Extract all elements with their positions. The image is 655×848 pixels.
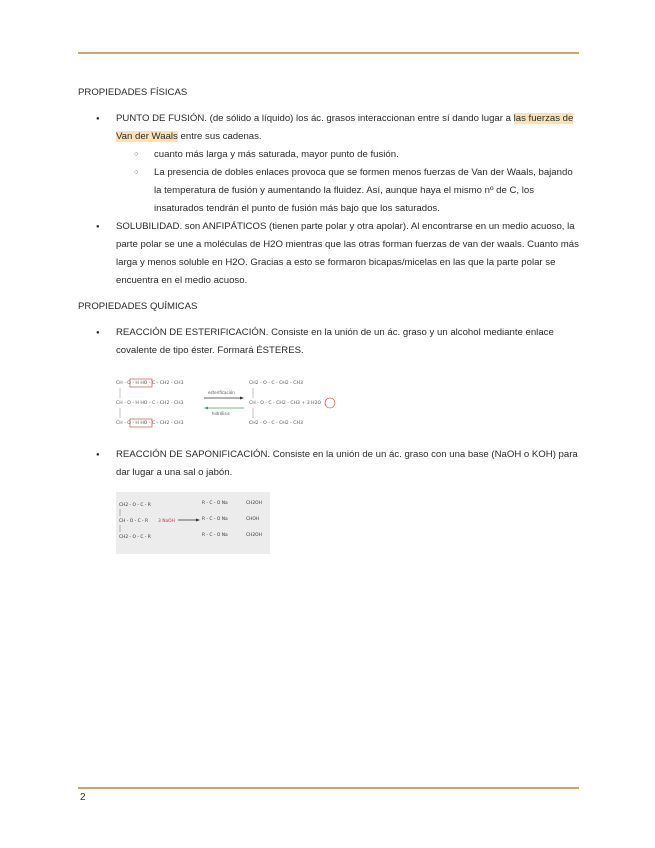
ester-arrow-top-label: esterificación: [208, 390, 235, 395]
page-number: 2: [80, 792, 86, 803]
glycerol-row-1: CH2OH: [246, 501, 262, 506]
esterification-text: REACCIÓN DE ESTERIFICACIÓN. Consiste en la unión de un ác. graso y un alcohol mediante enlace covalente de tipo éster. Formará ÉSTERES.: [116, 327, 554, 356]
page-content: [78, 84, 579, 560]
ester-left-row-2: CH - O - H HO - C - CH2 - CH3: [116, 401, 184, 406]
physical-properties-list: [78, 110, 579, 290]
list-item-esterification: [78, 324, 579, 432]
sapon-reagent: 3 NaOH: [158, 519, 175, 524]
ester-left-row-1: CH - O - H HO - C - CH2 - CH3: [116, 381, 184, 386]
header-rule: [78, 52, 579, 54]
sub-item-2: ○ La presencia de dobles enlaces provoca que se formen menos fuerzas de Van der Waals, bajando la temperatura de fusión y aumentando la fluidez. Así, aunque haya el mismo nº de C, los insaturados tendrán el punto de fusión más bajo que los saturados.: [116, 164, 579, 218]
sapon-left-row-1: CH2 - O - C - R: [119, 503, 151, 508]
forward-arrowhead: [240, 397, 244, 400]
heading-chemical-properties: PROPIEDADES QUÍMICAS: [78, 301, 198, 312]
ester-right-row-1: CH2 - O - C - CH2 - CH3: [249, 381, 303, 386]
footer-rule: [78, 787, 579, 789]
melting-text-before: PUNTO DE FUSIÓN. (de sólido a líquido) los ác. grasos interaccionan entre sí dando lugar a: [116, 113, 514, 124]
saponification-diagram: [116, 492, 270, 554]
saponification-text: REACCIÓN DE SAPONIFICACIÓN. Consiste en la unión de un ác. graso con una base (NaOH o KOH) para dar lugar a una sal o jabón.: [116, 449, 578, 478]
sub-item-1: ○ cuanto más larga y más saturada, mayor punto de fusión.: [116, 146, 579, 164]
glycerol-row-3: CH2OH: [246, 533, 262, 538]
sapon-right-row-2: R - C - O Na: [202, 517, 228, 522]
highlighted-text: las fuerzas de Van der Waals: [116, 113, 574, 142]
water-circle: [325, 398, 335, 408]
sapon-right-row-1: R - C - O Na: [202, 501, 228, 506]
reverse-arrowhead: [204, 407, 208, 410]
list-item-saponification: [78, 446, 579, 554]
chemical-properties-list: [78, 324, 579, 554]
list-item-melting-point: [78, 110, 579, 218]
melting-text-after: entre sus cadenas.: [177, 131, 262, 142]
list-item-solubility: ● SOLUBILIDAD. son ANFIPÁTICOS (tienen parte polar y otra apolar). Al encontrarse en un medio acuoso, la parte polar se une a moléculas de H2O mientras que las otras forman fuerzas de van der waals. Cuanto más larga y menos soluble en H2O. Gracias a esto se formaron bicapas/micelas en las que la parte polar se encuentra en el medio acuoso.: [78, 218, 579, 290]
sapon-left-row-2: CH - O - C - R: [119, 519, 149, 524]
ester-left-row-3: CH - O - H HO - C - CH2 - CH3: [116, 421, 184, 426]
ester-right-row-2: CH - O - C - CH2 - CH3 + 3 H2O: [249, 401, 322, 406]
sapon-left-row-3: CH2 - O - C - R: [119, 535, 151, 540]
esterification-diagram: [116, 370, 342, 432]
ester-right-row-3: CH2 - O - C - CH2 - CH3: [249, 421, 303, 426]
heading-physical-properties: PROPIEDADES FÍSICAS: [78, 87, 188, 98]
ester-arrow-bottom-label: hidrólisis: [212, 411, 230, 416]
glycerol-row-2: CHOH: [246, 517, 260, 522]
sapon-right-row-3: R - C - O Na: [202, 533, 228, 538]
melting-sublist: [116, 146, 579, 218]
